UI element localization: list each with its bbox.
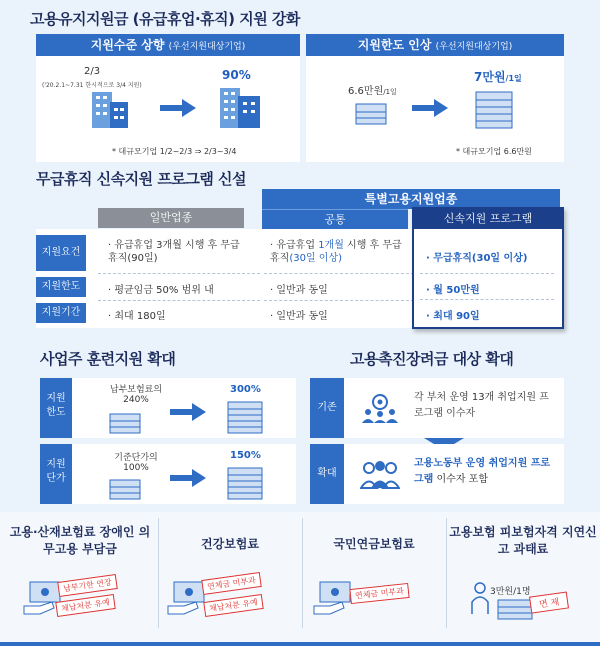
building-icon — [86, 86, 134, 130]
support-limit-card — [306, 34, 564, 162]
stamp-no-late-fee: 연체금 미부과 — [349, 583, 409, 604]
stamp-exempt: 면 제 — [529, 591, 569, 613]
row-label-limit: 지원한도 — [36, 277, 86, 297]
after-text: 고용노동부 운영 취업지원 프로그램 이수자 포함 — [414, 458, 551, 485]
building-icon — [216, 84, 264, 130]
from-value: 6.6만원/1일 — [348, 86, 397, 97]
promotion-after-row — [310, 444, 564, 504]
row-label-period: 지원기간 — [36, 303, 86, 323]
to-value: 90% — [222, 68, 251, 82]
money-stack-icon — [106, 410, 146, 436]
promotion-before-row — [310, 378, 564, 438]
from-text: 납부보험료의 240% — [109, 385, 163, 405]
training-unit-row — [40, 444, 296, 504]
from-value: 2/3 — [84, 66, 101, 77]
fine-amount: 3만원/1명 — [490, 587, 531, 597]
support-limit-body — [306, 56, 564, 162]
support-level-pill — [36, 34, 300, 56]
insurance-title-late-report-fine: 고용보험 피보험자격 지연신고 과태료 — [449, 525, 597, 556]
pill-main-label: 지원한도 인상 — [357, 38, 432, 52]
common-limit: · 일반과 동일 — [270, 285, 328, 296]
general-industry-header: 일반업종 — [98, 208, 244, 228]
insurance-title-pension: 국민연금보험료 — [333, 537, 415, 551]
before-text: 각 부처 운영 13개 취업지원 프로그램 이수자 — [414, 392, 549, 419]
from-text: 기준단가의 100% — [114, 453, 158, 473]
general-requirement: · 유급휴업 3개월 시행 후 무급휴직(90일) — [108, 240, 240, 264]
insurance-title-health: 건강보험료 — [201, 537, 259, 551]
fast-track-header: 신속지원 프로그램 — [414, 209, 562, 229]
people-gear-icon — [360, 392, 400, 424]
row-label: 지원한도 — [40, 378, 72, 438]
money-stack-icon — [224, 398, 268, 436]
row-label: 확대 — [310, 444, 344, 504]
special-industry-header: 특별고용지원업종 — [262, 189, 560, 209]
money-stack-icon — [470, 86, 518, 132]
stamp-no-late-fee: 연체금 미부과 — [201, 572, 261, 595]
pill-main-label: 지원수준 상향 — [90, 38, 165, 52]
fast-period: · 최대 90일 — [426, 311, 480, 322]
support-level-card — [36, 34, 300, 162]
from-note: ('20.2.1~7.31 한시적으로 3/4 지원) — [42, 82, 142, 89]
fast-track-column — [412, 207, 564, 329]
section-title-training-support: 사업주 훈련지원 확대 — [40, 350, 176, 368]
insurance-title-employment: 고용·산재보험료 장애인 의무고용 부담금 — [9, 525, 151, 556]
to-text: 300% — [230, 384, 261, 395]
row-label-requirement: 지원요건 — [36, 235, 86, 271]
general-limit: · 평균임금 50% 범위 내 — [108, 285, 214, 296]
common-requirement: · 유급휴업 1개월 시행 후 무급휴직(30일 이상) — [270, 240, 402, 264]
common-period: · 일반과 동일 — [270, 311, 328, 322]
fast-limit: · 월 50만원 — [426, 285, 480, 296]
to-text: 150% — [230, 450, 261, 461]
pill-sub-label: (우선지원대상기업) — [168, 42, 246, 52]
common-header: 공통 — [262, 209, 408, 230]
section-title-employment-promotion: 고용촉진장려금 대상 확대 — [350, 350, 514, 368]
general-period: · 최대 180일 — [108, 311, 166, 322]
money-stack-icon — [350, 100, 392, 128]
training-limit-row — [40, 378, 296, 438]
section-title-unpaid-leave: 무급휴직 신속지원 프로그램 신설 — [36, 170, 247, 188]
footnote: * 대규모기업 6.6만원 — [456, 147, 532, 156]
stamp-delinquency-deferral: 체납처분 유예 — [203, 594, 263, 617]
bottom-border — [0, 642, 600, 646]
fast-requirement: · 무급휴직(30일 이상) — [426, 253, 528, 264]
support-limit-pill — [306, 34, 564, 56]
stamp-deadline-extension: 납부기한 연장 — [57, 574, 117, 597]
right-arrow-icon — [168, 400, 208, 424]
row-label: 지원단가 — [40, 444, 72, 504]
section-title-employment-retention: 고용유지지원금 (유급휴업·휴직) 지원 강화 — [30, 10, 300, 28]
support-level-body — [36, 56, 300, 162]
row-label: 기존 — [310, 378, 344, 438]
to-value: 7만원/1일 — [474, 70, 522, 84]
right-arrow-icon — [410, 96, 450, 120]
right-arrow-icon — [168, 466, 208, 490]
person-icon — [470, 582, 490, 616]
right-arrow-icon — [158, 96, 198, 120]
money-stack-icon — [224, 464, 268, 502]
footnote: * 대규모기업 1/2~2/3 ⇒ 2/3~3/4 — [112, 147, 237, 156]
stamp-delinquency-deferral: 체납처분 유예 — [55, 594, 115, 617]
pill-sub-label: (우선지원대상기업) — [435, 42, 513, 52]
people-group-icon — [360, 458, 400, 490]
money-stack-icon — [106, 476, 146, 502]
